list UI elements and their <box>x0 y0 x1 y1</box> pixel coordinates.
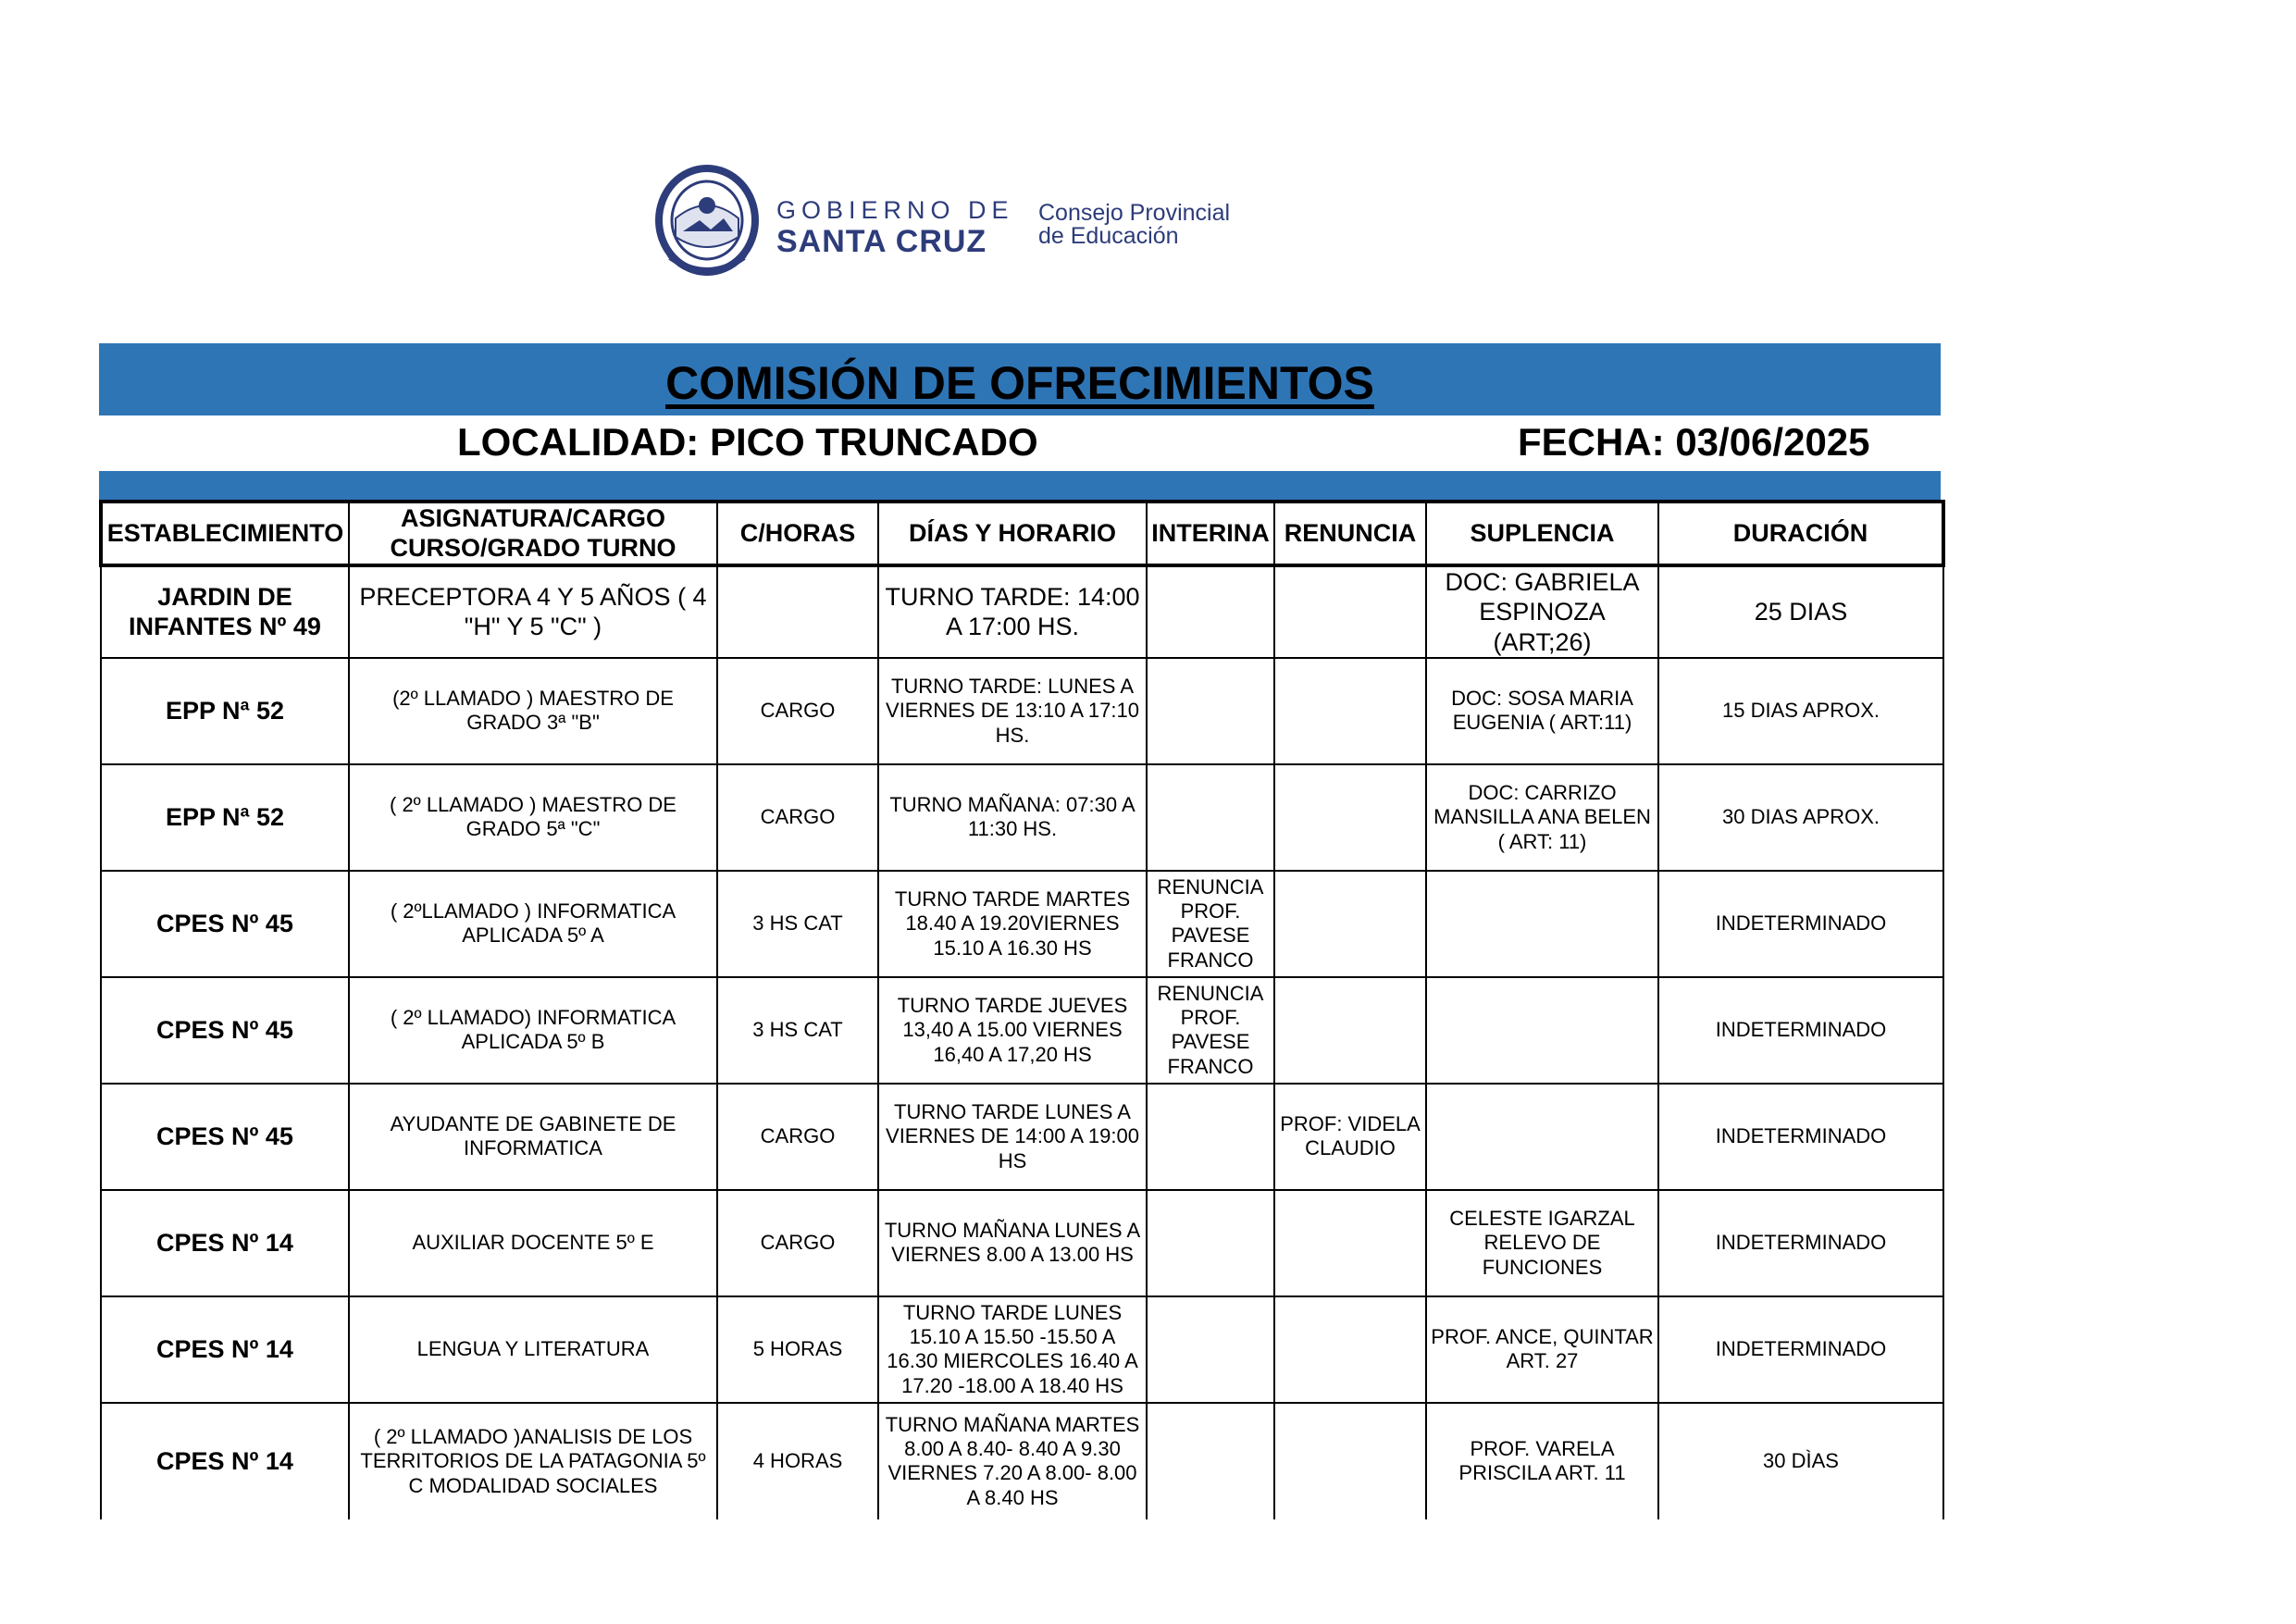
cell-interina <box>1147 764 1274 871</box>
gobierno-text: GOBIERNO DE <box>776 196 1014 224</box>
table-row <box>101 1403 1943 1519</box>
col-header-interina: INTERINA <box>1147 502 1274 565</box>
santa-cruz-text: SANTA CRUZ <box>776 224 987 259</box>
cell-horas: 3 HS CAT <box>717 977 878 1084</box>
table-row <box>101 871 1943 977</box>
cell-asignatura: ( 2ºLLAMADO ) INFORMATICA APLICADA 5º A <box>349 871 717 977</box>
col-header-suplencia: SUPLENCIA <box>1426 502 1658 565</box>
col-header-renuncia: RENUNCIA <box>1274 502 1426 565</box>
col-header-duracion: DURACIÓN <box>1658 502 1943 565</box>
cell-asignatura: AYUDANTE DE GABINETE DE INFORMATICA <box>349 1084 717 1190</box>
cell-renuncia <box>1274 871 1426 977</box>
cell-renuncia <box>1274 1296 1426 1403</box>
cell-duracion: 30 DÌAS <box>1658 1403 1943 1519</box>
cell-establecimiento: CPES Nº 14 <box>101 1190 349 1296</box>
cell-duracion: INDETERMINADO <box>1658 977 1943 1084</box>
cell-establecimiento: CPES Nº 45 <box>101 977 349 1084</box>
ofrecimientos-table <box>99 500 1945 1519</box>
cell-renuncia <box>1274 1190 1426 1296</box>
separator-band <box>99 471 1941 500</box>
cell-duracion: 30 DIAS APROX. <box>1658 764 1943 871</box>
header-logo <box>652 165 1262 280</box>
cell-duracion: INDETERMINADO <box>1658 1296 1943 1403</box>
cell-dias: TURNO TARDE JUEVES 13,40 A 15.00 VIERNES 16,40 A 17,20 HS <box>878 977 1147 1084</box>
cell-renuncia: PROF: VIDELA CLAUDIO <box>1274 1084 1426 1190</box>
table-row <box>101 1084 1943 1190</box>
cell-suplencia: DOC: SOSA MARIA EUGENIA ( ART:11) <box>1426 658 1658 764</box>
table-row <box>101 658 1943 764</box>
table-header-row <box>101 502 1943 565</box>
cell-asignatura: AUXILIAR DOCENTE 5º E <box>349 1190 717 1296</box>
cell-renuncia <box>1274 1403 1426 1519</box>
cell-dias: TURNO TARDE: 14:00 A 17:00 HS. <box>878 565 1147 658</box>
cell-asignatura: (2º LLAMADO ) MAESTRO DE GRADO 3ª "B" <box>349 658 717 764</box>
santa-cruz-shield-icon <box>652 165 763 280</box>
cell-horas: CARGO <box>717 1084 878 1190</box>
cell-horas: CARGO <box>717 658 878 764</box>
cell-suplencia <box>1426 871 1658 977</box>
table-row <box>101 1190 1943 1296</box>
cell-horas: 4 HORAS <box>717 1403 878 1519</box>
cell-establecimiento: EPP Nª 52 <box>101 764 349 871</box>
title-band <box>99 343 1941 415</box>
cell-suplencia: DOC: CARRIZO MANSILLA ANA BELEN ( ART: 11) <box>1426 764 1658 871</box>
cell-suplencia <box>1426 977 1658 1084</box>
fecha-label: FECHA: 03/06/2025 <box>1518 420 1870 464</box>
educacion-text: de Educación <box>1038 223 1179 249</box>
cell-dias: TURNO TARDE LUNES A VIERNES DE 14:00 A 19:00 HS <box>878 1084 1147 1190</box>
cell-suplencia: PROF. ANCE, QUINTAR ART. 27 <box>1426 1296 1658 1403</box>
cell-horas: 5 HORAS <box>717 1296 878 1403</box>
cell-dias: TURNO TARDE MARTES 18.40 A 19.20VIERNES 15.10 A 16.30 HS <box>878 871 1147 977</box>
cell-establecimiento: CPES Nº 45 <box>101 871 349 977</box>
cell-asignatura: LENGUA Y LITERATURA <box>349 1296 717 1403</box>
cell-interina <box>1147 565 1274 658</box>
col-header-asignatura: ASIGNATURA/CARGO CURSO/GRADO TURNO <box>349 502 717 565</box>
cell-asignatura: PRECEPTORA 4 Y 5 AÑOS ( 4 "H" Y 5 "C" ) <box>349 565 717 658</box>
cell-interina <box>1147 658 1274 764</box>
cell-dias: TURNO MAÑANA LUNES A VIERNES 8.00 A 13.00 HS <box>878 1190 1147 1296</box>
col-header-dias: DÍAS Y HORARIO <box>878 502 1147 565</box>
cell-suplencia: CELESTE IGARZAL RELEVO DE FUNCIONES <box>1426 1190 1658 1296</box>
cell-duracion: INDETERMINADO <box>1658 1190 1943 1296</box>
cell-renuncia <box>1274 977 1426 1084</box>
cell-suplencia: DOC: GABRIELA ESPINOZA (ART;26) <box>1426 565 1658 658</box>
cell-asignatura: ( 2º LLAMADO ) MAESTRO DE GRADO 5ª "C" <box>349 764 717 871</box>
cell-dias: TURNO MAÑANA MARTES 8.00 A 8.40- 8.40 A 9.30 VIERNES 7.20 A 8.00- 8.00 A 8.40 HS <box>878 1403 1147 1519</box>
cell-establecimiento: JARDIN DE INFANTES Nº 49 <box>101 565 349 658</box>
cell-renuncia <box>1274 658 1426 764</box>
cell-horas: CARGO <box>717 1190 878 1296</box>
cell-duracion: INDETERMINADO <box>1658 871 1943 977</box>
consejo-text: Consejo Provincial <box>1038 200 1231 226</box>
cell-establecimiento: CPES Nº 45 <box>101 1084 349 1190</box>
table-row <box>101 1296 1943 1403</box>
cell-establecimiento: CPES Nº 14 <box>101 1403 349 1519</box>
cell-suplencia <box>1426 1084 1658 1190</box>
cell-establecimiento: EPP Nª 52 <box>101 658 349 764</box>
cell-interina <box>1147 1084 1274 1190</box>
page-title: COMISIÓN DE OFRECIMIENTOS <box>665 357 1374 409</box>
cell-asignatura: ( 2º LLAMADO) INFORMATICA APLICADA 5º B <box>349 977 717 1084</box>
cell-interina: RENUNCIA PROF. PAVESE FRANCO <box>1147 977 1274 1084</box>
cell-renuncia <box>1274 764 1426 871</box>
cell-interina <box>1147 1296 1274 1403</box>
cell-renuncia <box>1274 565 1426 658</box>
table-row <box>101 977 1943 1084</box>
cell-duracion: 15 DIAS APROX. <box>1658 658 1943 764</box>
cell-asignatura: ( 2º LLAMADO )ANALISIS DE LOS TERRITORIOS DE LA PATAGONIA 5º C MODALIDAD SOCIALES <box>349 1403 717 1519</box>
table-row <box>101 764 1943 871</box>
cell-interina <box>1147 1190 1274 1296</box>
cell-interina <box>1147 1403 1274 1519</box>
cell-horas: CARGO <box>717 764 878 871</box>
cell-duracion: INDETERMINADO <box>1658 1084 1943 1190</box>
col-header-horas: C/HORAS <box>717 502 878 565</box>
cell-dias: TURNO TARDE: LUNES A VIERNES DE 13:10 A 17:10 HS. <box>878 658 1147 764</box>
cell-horas: 3 HS CAT <box>717 871 878 977</box>
cell-dias: TURNO MAÑANA: 07:30 A 11:30 HS. <box>878 764 1147 871</box>
localidad-label: LOCALIDAD: PICO TRUNCADO <box>457 420 1038 464</box>
table-row <box>101 565 1943 658</box>
cell-suplencia: PROF. VARELA PRISCILA ART. 11 <box>1426 1403 1658 1519</box>
cell-interina: RENUNCIA PROF. PAVESE FRANCO <box>1147 871 1274 977</box>
cell-establecimiento: CPES Nº 14 <box>101 1296 349 1403</box>
cell-horas <box>717 565 878 658</box>
cell-duracion: 25 DIAS <box>1658 565 1943 658</box>
cell-dias: TURNO TARDE LUNES 15.10 A 15.50 -15.50 A 16.30 MIERCOLES 16.40 A 17.20 -18.00 A 18.40 HS <box>878 1296 1147 1403</box>
col-header-establecimiento: ESTABLECIMIENTO <box>101 502 349 565</box>
